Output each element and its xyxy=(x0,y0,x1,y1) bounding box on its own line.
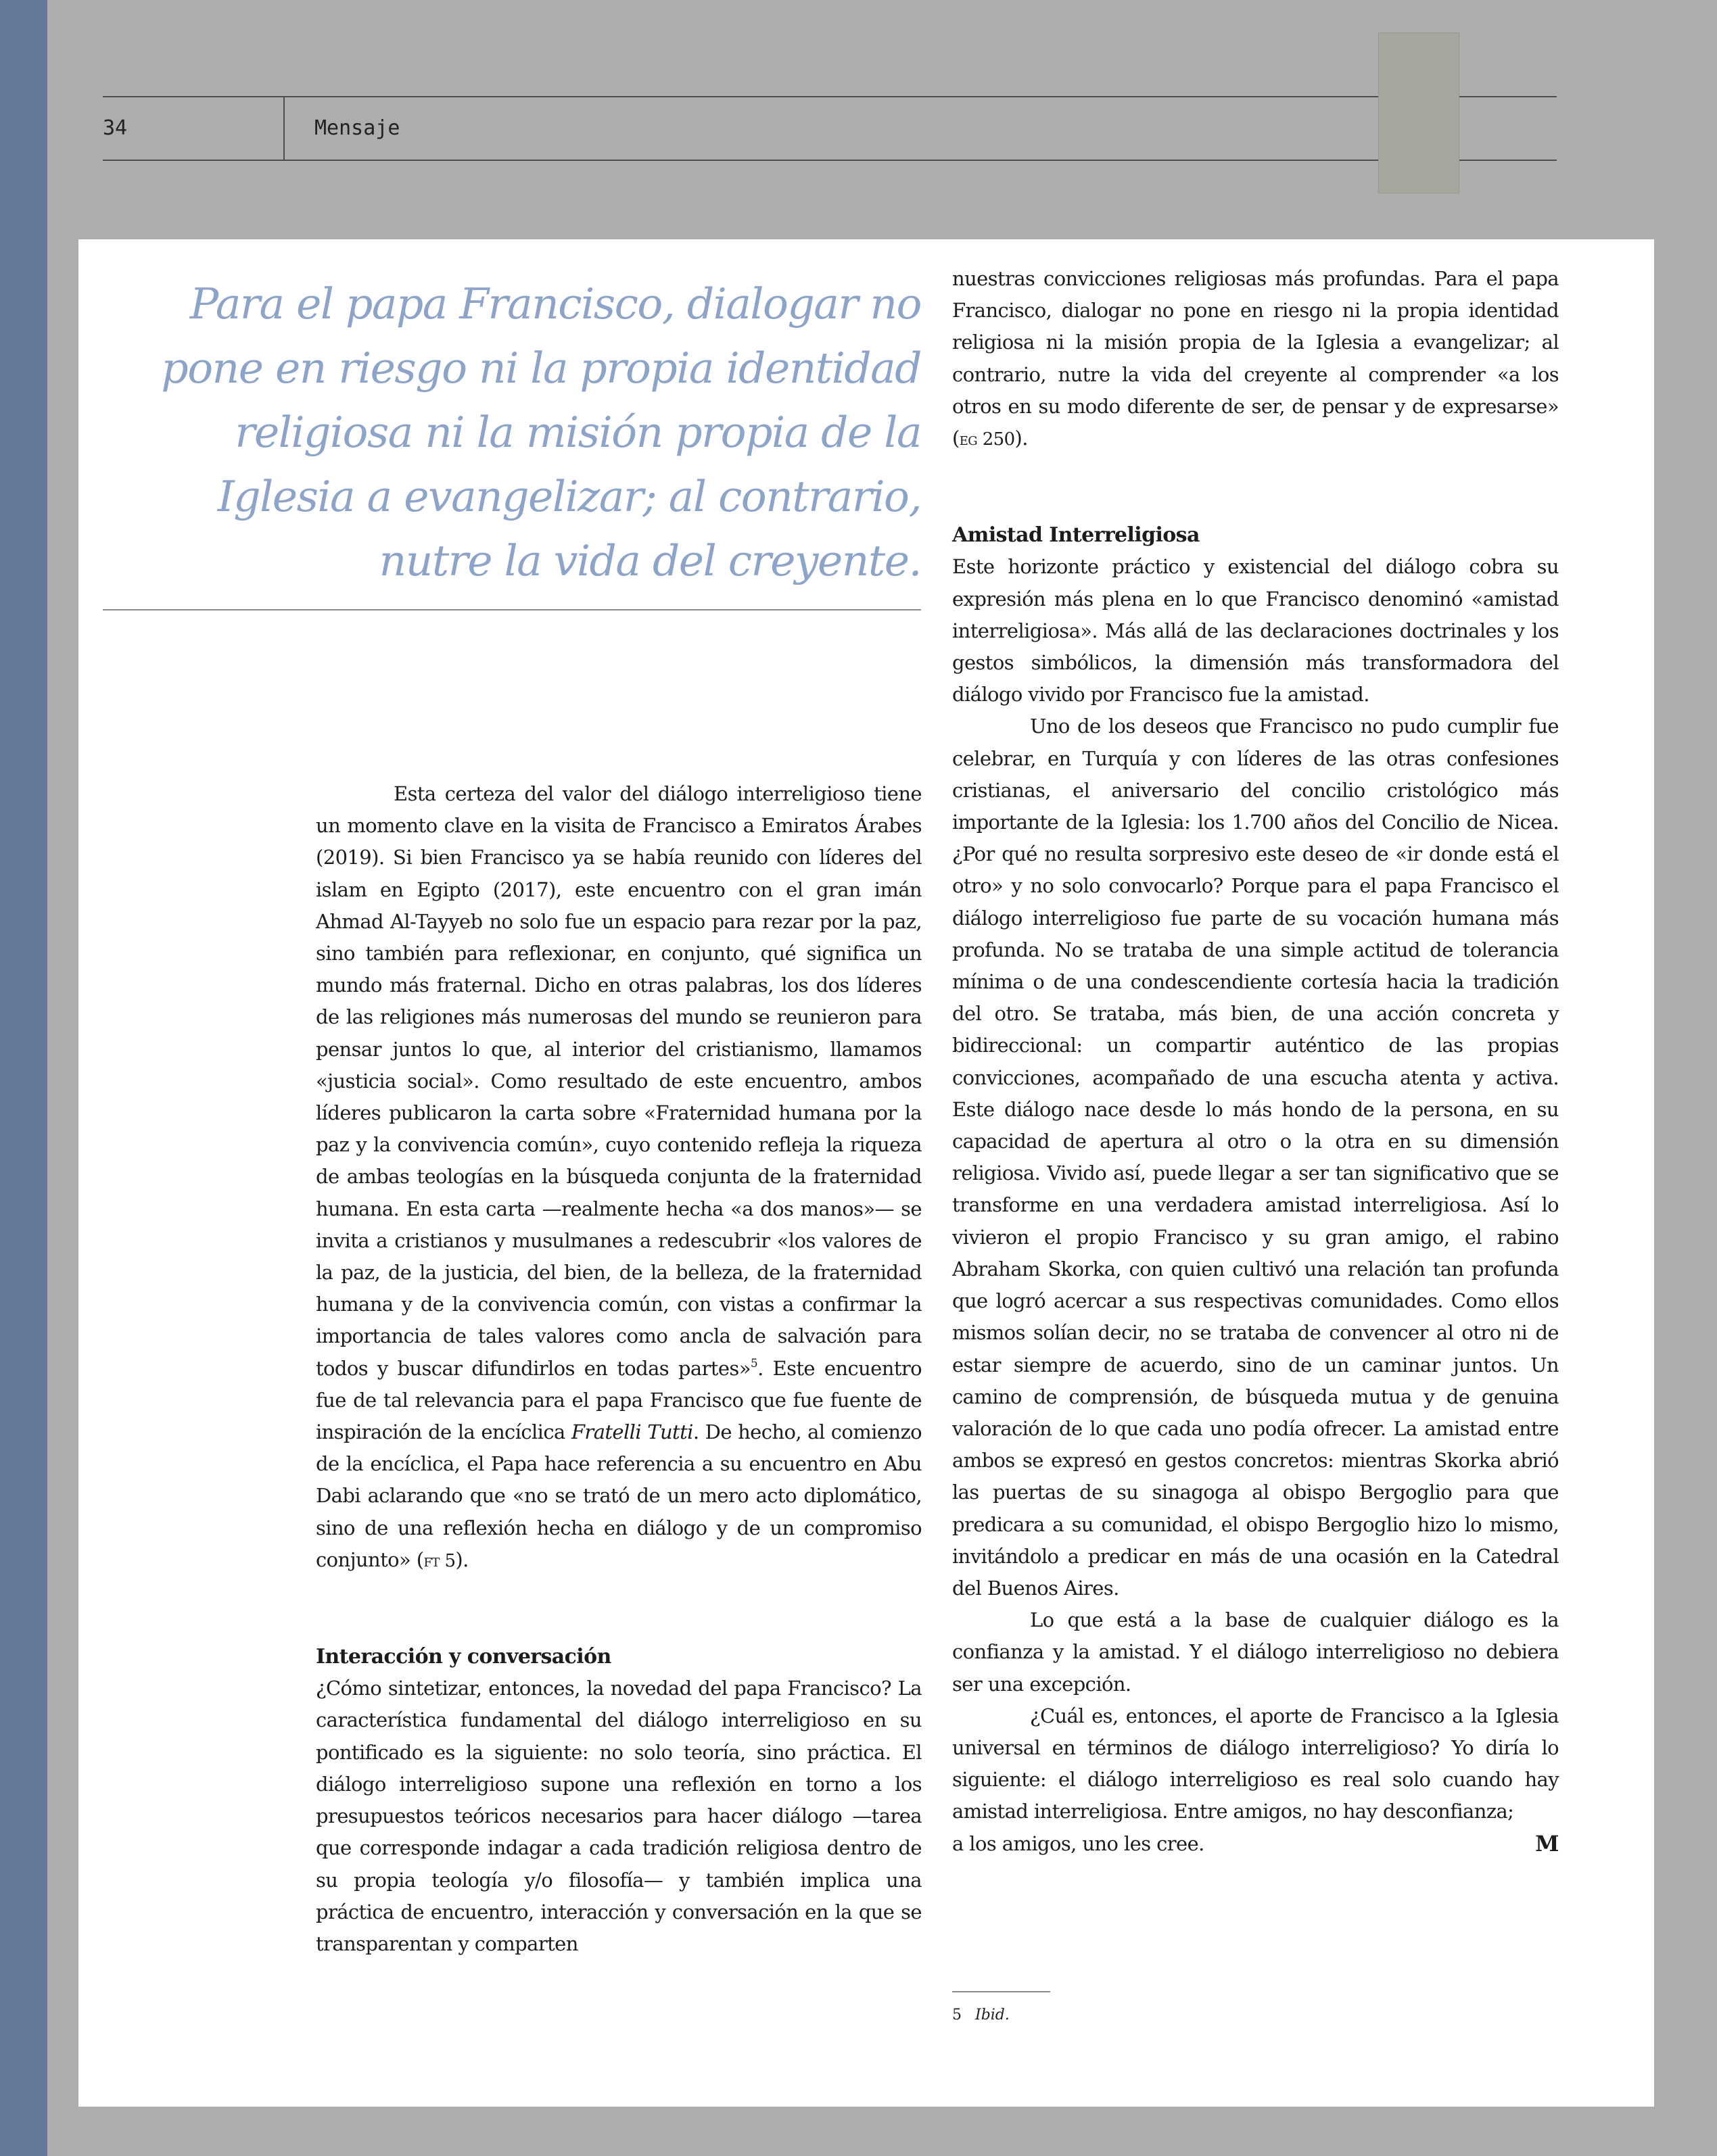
pull-quote-rule xyxy=(103,609,921,610)
section-gap xyxy=(952,456,1559,519)
right-paragraph-0 xyxy=(952,263,1559,456)
right-paragraph-2: Uno de los deseos que Francisco no pudo cumplir fue celebrar, en Turquía y con líderes de las otras confesiones cristianas, el aniversario del concilio cristológico más importante de la Iglesia: los 1.700 años del Concilio de Nicea. ¿Por qué no resulta sorpresivo este deseo de «ir donde está el otro» y no solo convocarlo? Porque para el papa Francisco el diálogo interreligioso fue parte de su vocación humana más profunda. No se trataba de una simple actitud de tolerancia mínima o de una condescendiente cortesía hacia la tradición del otro. Se trataba, más bien, de una acción concreta y bidireccional: un compartir auténtico de las propias convicciones, acompañado de una escucha atenta y activa. Este diálogo nace desde lo más hondo de la persona, en su capacidad de apertura al otro o la otra en su dimensión religiosa. Vivido así, puede llegar a ser tan significativo que se transforme en una verdadera amistad interreligiosa. Así lo vivieron el propio Francisco y su gran amigo, el rabino Abraham Skorka, con quien cultivó una relación tan profunda que logró acercar a sus respectivas comunidades. Como ellos mismos solían decir, no se trataba de convencer al otro ni de estar siempre de acuerdo, sino de un caminar juntos. Un camino de comprensión, de búsqueda mutua y de genuina valoración de lo que cada uno podía ofrecer. La amistad entre ambos se expresó en gestos concretos: mientras Skorka abrió las puertas de su sinagoga al obispo Bergoglio para que predicara a su comunidad, el obispo Bergoglio hizo lo mismo, invitándolo a predicar en más de una ocasión en la Catedral del Buenos Aires. xyxy=(952,715,1559,1600)
left-p1-text-b: . Este encuentro fue de tal relevancia para el papa Francisco que fue fuente de inspiración de la encíclica xyxy=(316,1356,922,1444)
left-paragraph-1 xyxy=(316,778,922,1577)
closing-line xyxy=(952,1828,1559,1860)
left-p1-text-a: Esta certeza del valor del diálogo interreligioso tiene un momento clave en la visita de Francisco a Emiratos Árabes (2019). Si bien Francisco ya se había reunido con líderes del islam en Egipto (2017), este encuentro con el gran imán Ahmad Al-Tayyeb no solo fue un espacio para rezar por la paz, sino también para reflexionar, en conjunto, qué significa un mundo más fraternal. Dicho en otras palabras, los dos líderes de las religiones más numerosas del mundo se reunieron para pensar juntos lo que, al interior del cristianismo, llamamos «justicia social». Como resultado de este encuentro, ambos líderes publicaron la carta sobre «Fraternidad humana por la paz y la convivencia común», cuyo contenido refleja la riqueza de ambas teologías en la búsqueda conjunta de la fraternidad humana. En esta carta —realmente hecha «a dos manos»— se invita a cristianos y musulmanes a redescubrir «los valores de la paz, de la justicia, del bien, de la belleza, de la fraternidad humana y de la convivencia común, con vistas a confirmar la importancia de tales valores como ancla de salvación para todos y buscar difundirlos en todas partes» xyxy=(316,782,922,1380)
end-mark: M xyxy=(1535,1830,1559,1856)
footnote-ref-5: 5 xyxy=(750,1356,758,1370)
footnote xyxy=(952,2007,1010,2023)
section-heading-interaccion: Interacción y conversación xyxy=(316,1645,611,1669)
right-p0-text-b: ). xyxy=(1014,427,1028,450)
right-column xyxy=(952,263,1559,1860)
encyclical-title: Fratelli Tutti xyxy=(571,1420,693,1444)
header-bottom-rule xyxy=(103,160,1557,161)
right-paragraph-4: ¿Cuál es, entonces, el aporte de Francisco a la Iglesia universal en términos de diálogo interreligioso? Yo diría lo siguiente: el diálogo interreligioso es real solo cuando hay amistad interreligiosa. Entre amigos, no hay desconfianza; xyxy=(952,1704,1559,1823)
magazine-spine xyxy=(0,0,47,2156)
right-paragraph-1: Este horizonte práctico y existencial del diálogo cobra su expresión más plena en lo que Francisco denominó «amistad interreligiosa». Más allá de las declaraciones doctrinales y los gestos simbólicos, la dimensión más transformadora del diálogo vivido por Francisco fue la amistad. xyxy=(952,555,1559,706)
left-column xyxy=(316,778,922,1960)
left-p1-text-c: . De hecho, al comienzo de la encíclica, el Papa hace referencia a su encuentro en Abu Dabi aclarando que «no se trató de un mero acto diplomático, sino de una reflexión hecha en diálogo y de un compromiso conjunto» ( xyxy=(316,1420,922,1571)
left-p1-text-d: ). xyxy=(455,1548,469,1571)
footnote-text: Ibid. xyxy=(975,2007,1010,2023)
right-p0-text-a: nuestras convicciones religiosas más profundas. Para el papa Francisco, dialogar no pone en riesgo ni la propia identidad religiosa ni la misión propia de la Iglesia a evangelizar; al contrario, nutre la vida del creyente al comprender «a los otros en su modo diferente de ser, de pensar y de expresarse» ( xyxy=(952,267,1559,450)
section-gap xyxy=(316,1577,922,1641)
section-name: Mensaje xyxy=(314,116,400,140)
page-number: 34 xyxy=(103,116,128,140)
citation-eg: eg 250 xyxy=(959,429,1015,450)
pull-quote: Para el papa Francisco, dialogar no pone en riesgo ni la propia identidad religiosa ni la misión propia de la Iglesia a evangelizar; al contrario, nutre la vida del creyente. xyxy=(161,279,921,585)
footnote-rule xyxy=(952,1991,1050,1992)
citation-ft: ft 5 xyxy=(423,1550,456,1571)
footnote-number: 5 xyxy=(952,2007,962,2023)
right-paragraph-3: Lo que está a la base de cualquier diálogo es la confianza y la amistad. Y el diálogo interreligioso no debiera ser una excepción. xyxy=(952,1608,1559,1696)
section-heading-amistad: Amistad Interreligiosa xyxy=(952,523,1200,548)
closing-text: a los amigos, uno les cree. xyxy=(952,1831,1204,1855)
header-divider xyxy=(283,96,285,161)
page-tab-marker xyxy=(1378,32,1459,193)
left-paragraph-2: ¿Cómo sintetizar, entonces, la novedad del papa Francisco? La característica fundamental del diálogo interreligioso en su pontificado es la siguiente: no solo teoría, sino práctica. El diálogo interreligioso supone una reflexión en torno a los presupuestos teóricos necesarios para hacer diálogo —tarea que corresponde indagar a cada tradición religiosa dentro de su propia teología y/o filosofía— y también implica una práctica de encuentro, interacción y conversación en la que se transparentan y comparten xyxy=(316,1677,922,1955)
header-top-rule xyxy=(103,96,1557,97)
